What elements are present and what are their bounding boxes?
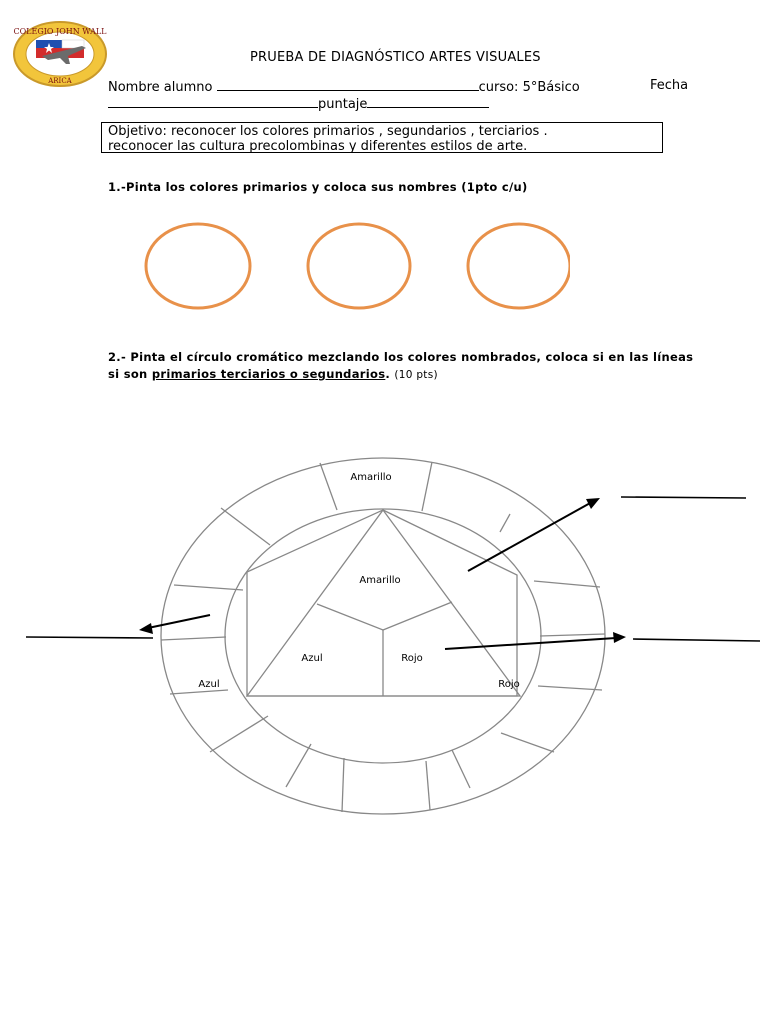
page-title: PRUEBA DE DIAGNÓSTICO ARTES VISUALES bbox=[250, 50, 541, 65]
arrow-line-right bbox=[445, 638, 616, 649]
label-outer-right: Rojo bbox=[498, 679, 520, 690]
color-circle-3[interactable] bbox=[468, 224, 570, 308]
fecha-blank[interactable] bbox=[108, 95, 318, 108]
answer-line-left[interactable] bbox=[26, 637, 153, 638]
label-inner-right: Rojo bbox=[401, 653, 423, 664]
nombre-label: Nombre alumno bbox=[108, 80, 217, 95]
question-2-line-2 bbox=[108, 367, 438, 381]
student-info-line bbox=[108, 78, 580, 95]
q2-underlined: primarios terciarios o segundarios bbox=[151, 367, 386, 381]
curso-label: curso: 5°Básico bbox=[478, 80, 580, 95]
objective-box bbox=[101, 122, 663, 153]
label-inner-top: Amarillo bbox=[359, 575, 401, 586]
school-logo bbox=[12, 20, 108, 88]
score-line bbox=[108, 95, 489, 112]
label-inner-left: Azul bbox=[301, 653, 323, 664]
arrow-line-top-right bbox=[468, 502, 592, 571]
primary-color-circles bbox=[130, 215, 570, 315]
answer-line-top-right[interactable] bbox=[621, 497, 746, 498]
q2-prefix: si son bbox=[108, 367, 152, 381]
q2-points: (10 pts) bbox=[394, 369, 438, 381]
nombre-blank[interactable] bbox=[217, 78, 479, 91]
puntaje-label: puntaje bbox=[318, 97, 368, 112]
question-2-line-1: 2.- Pinta el círculo cromático mezclando los colores nombrados, coloca si en las líneas bbox=[108, 350, 694, 364]
objective-line-1: Objetivo: reconocer los colores primarios , segundarios , terciarios . bbox=[108, 124, 548, 139]
answer-line-right[interactable] bbox=[633, 639, 760, 641]
color-circle-1[interactable] bbox=[146, 224, 250, 308]
wheel-hexagon bbox=[247, 510, 517, 696]
q2-suffix: . bbox=[385, 367, 395, 381]
arrowhead-icon bbox=[613, 632, 626, 643]
logo-text-top: COLEGIO JOHN WALL bbox=[13, 27, 107, 36]
arrow-line-left bbox=[148, 615, 210, 628]
arrowhead-icon bbox=[139, 623, 153, 634]
label-outer-left: Azul bbox=[198, 679, 220, 690]
logo-text-bottom: ARICA bbox=[48, 77, 72, 85]
objective-line-2: reconocer las cultura precolombinas y diferentes estilos de arte. bbox=[108, 139, 528, 154]
color-wheel bbox=[0, 440, 768, 840]
puntaje-blank[interactable] bbox=[367, 95, 489, 108]
question-1-text: 1.-Pinta los colores primarios y coloca sus nombres (1pto c/u) bbox=[108, 180, 528, 194]
label-outer-top: Amarillo bbox=[350, 472, 392, 483]
color-circle-2[interactable] bbox=[308, 224, 410, 308]
fecha-label: Fecha bbox=[650, 78, 689, 93]
